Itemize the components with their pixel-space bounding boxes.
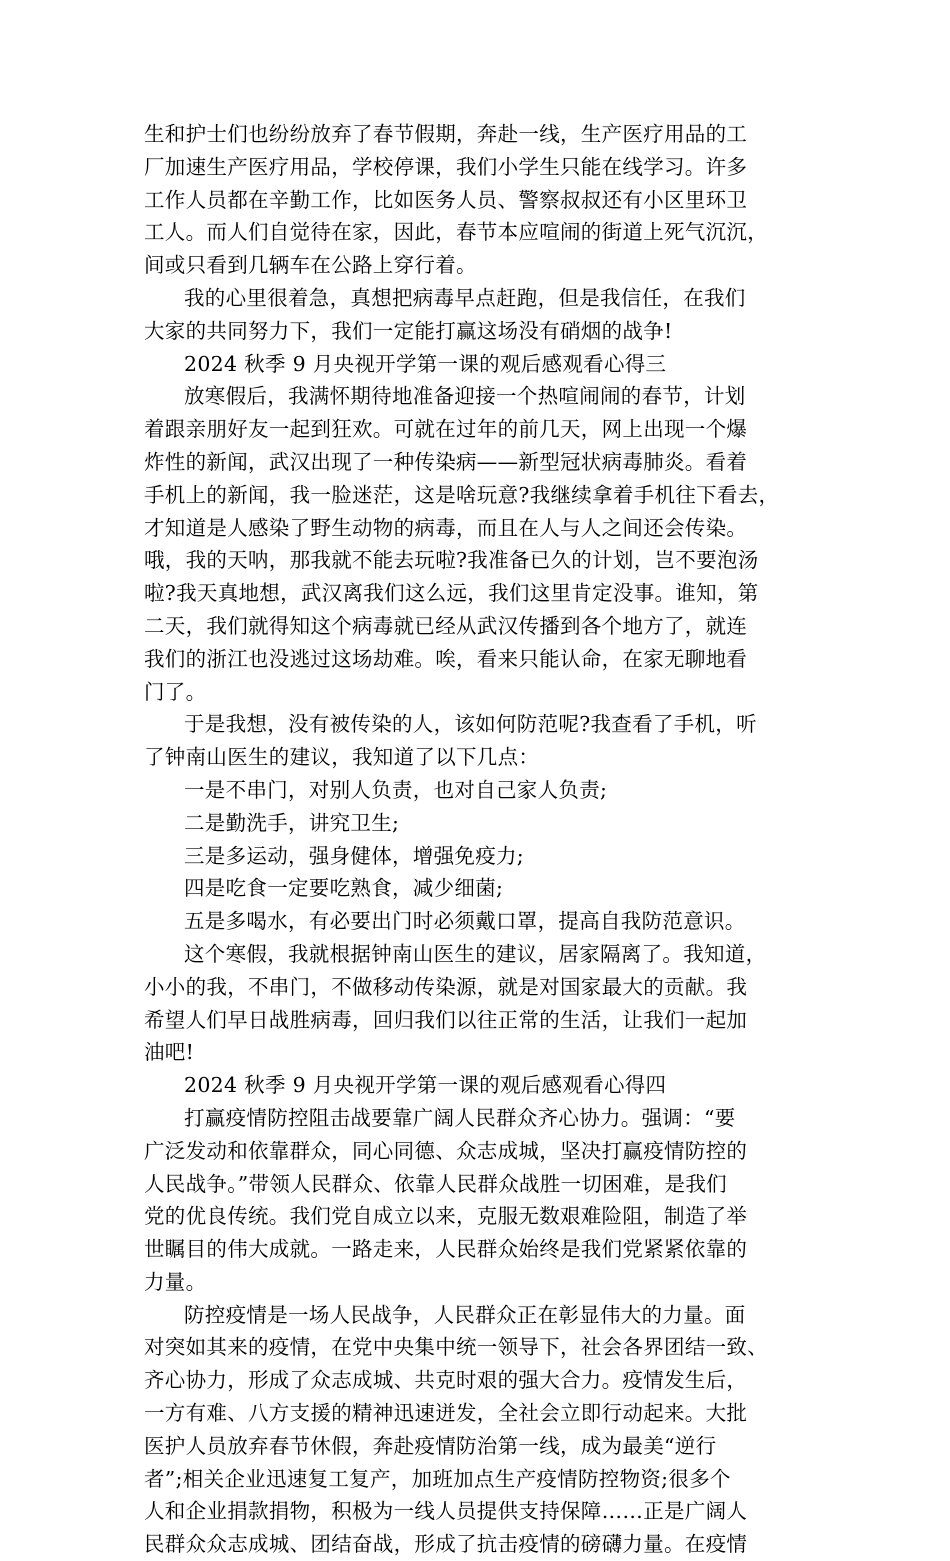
text-line: 门了。 bbox=[144, 679, 207, 704]
text-line: 党的优良传统。我们党自成立以来，克服无数艰难险阻，制造了举 bbox=[144, 1204, 748, 1229]
text-line: 者”;相关企业迅速复工复产，加班加点生产疫情防控物资;很多个 bbox=[144, 1466, 731, 1491]
text-line: 啦?我天真地想，武汉离我们这么远，我们这里肯定没事。谁知，第 bbox=[144, 581, 759, 606]
text-line: 2024 秋季 9 月央视开学第一课的观后感观看心得四 bbox=[184, 1073, 667, 1098]
text-line: 人和企业捐款捐物，积极为一线人员提供支持保障……正是广阔人 bbox=[144, 1499, 748, 1524]
text-line: 三是多运动，强身健体，增强免疫力; bbox=[184, 843, 525, 868]
text-line: 四是吃食一定要吃熟食，减少细菌; bbox=[184, 876, 504, 901]
text-line: 一是不串门，对别人负责，也对自己家人负责; bbox=[184, 777, 608, 802]
text-line: 了钟南山医生的建议，我知道了以下几点： bbox=[144, 745, 540, 770]
text-line: 哦，我的天呐，那我就不能去玩啦?我准备已久的计划，岂不要泡汤 bbox=[144, 548, 759, 573]
text-line: 打赢疫情防控阻击战要靠广阔人民群众齐心协力。强调：“要 bbox=[184, 1105, 736, 1130]
text-line: 工作人员都在辛勤工作，比如医务人员、警察叔叔还有小区里环卫 bbox=[144, 187, 748, 212]
text-line: 人民战争。”带领人民群众、依靠人民群众战胜一切困难，是我们 bbox=[144, 1171, 727, 1196]
text-line: 五是多喝水，有必要出门时必须戴口罩，提高自我防范意识。 bbox=[184, 909, 746, 934]
text-line: 油吧! bbox=[144, 1040, 195, 1065]
text-line: 世瞩目的伟大成就。一路走来，人民群众始终是我们党紧紧依靠的 bbox=[144, 1237, 748, 1262]
document-body bbox=[144, 118, 824, 1561]
text-line: 着跟亲朋好友一起到狂欢。可就在过年的前几天，网上出现一个爆 bbox=[144, 417, 748, 442]
text-line: 防控疫情是一场人民战争，人民群众正在彰显伟大的力量。面 bbox=[184, 1302, 746, 1327]
text-line: 间或只看到几辆车在公路上穿行着。 bbox=[144, 253, 477, 278]
text-line: 力量。 bbox=[144, 1269, 207, 1294]
text-line: 希望人们早日战胜病毒，回归我们以往正常的生活，让我们一起加 bbox=[144, 1007, 748, 1032]
text-line: 二天，我们就得知这个病毒就已经从武汉传播到各个地方了，就连 bbox=[144, 613, 748, 638]
text-line: 工人。而人们自觉待在家，因此，春节本应喧闹的街道上死气沉沉， bbox=[144, 220, 768, 245]
text-line: 小小的我，不串门，不做移动传染源，就是对国家最大的贡献。我 bbox=[144, 974, 748, 999]
text-line: 民群众众志成城、团结奋战，形成了抗击疫情的磅礴力量。在疫情 bbox=[144, 1532, 748, 1557]
text-line: 炸性的新闻，武汉出现了一种传染病——新型冠状病毒肺炎。看着 bbox=[144, 449, 748, 474]
text-line: 手机上的新闻，我一脸迷茫，这是啥玩意?我继续拿着手机往下看去， bbox=[144, 482, 780, 507]
text-line: 大家的共同努力下，我们一定能打赢这场没有硝烟的战争! bbox=[144, 318, 673, 343]
text-line: 齐心协力，形成了众志成城、共克时艰的强大合力。疫情发生后， bbox=[144, 1368, 748, 1393]
text-line: 才知道是人感染了野生动物的病毒，而且在人与人之间还会传染。 bbox=[144, 515, 748, 540]
text-line: 一方有难、八方支援的精神迅速迸发，全社会立即行动起来。大批 bbox=[144, 1401, 748, 1426]
text-line: 医护人员放弃春节休假，奔赴疫情防治第一线，成为最美“逆行 bbox=[144, 1433, 717, 1458]
text-line: 我们的浙江也没逃过这场劫难。唉，看来只能认命，在家无聊地看 bbox=[144, 646, 748, 671]
text-line: 二是勤洗手，讲究卫生; bbox=[184, 810, 400, 835]
text-line: 广泛发动和依靠群众，同心同德、众志成城，坚决打赢疫情防控的 bbox=[144, 1138, 748, 1163]
text-line: 于是我想，没有被传染的人，该如何防范呢?我查看了手机，听 bbox=[184, 712, 757, 737]
text-line: 对突如其来的疫情，在党中央集中统一领导下，社会各界团结一致、 bbox=[144, 1335, 768, 1360]
text-line: 2024 秋季 9 月央视开学第一课的观后感观看心得三 bbox=[184, 351, 667, 376]
text-line: 厂加速生产医疗用品，学校停课，我们小学生只能在线学习。许多 bbox=[144, 154, 748, 179]
text-line: 我的心里很着急，真想把病毒早点赶跑，但是我信任，在我们 bbox=[184, 285, 746, 310]
text-line: 放寒假后，我满怀期待地准备迎接一个热喧闹闹的春节，计划 bbox=[184, 384, 746, 409]
text-line: 生和护士们也纷纷放弃了春节假期，奔赴一线，生产医疗用品的工 bbox=[144, 122, 748, 146]
text-line: 这个寒假，我就根据钟南山医生的建议，居家隔离了。我知道， bbox=[184, 941, 767, 966]
